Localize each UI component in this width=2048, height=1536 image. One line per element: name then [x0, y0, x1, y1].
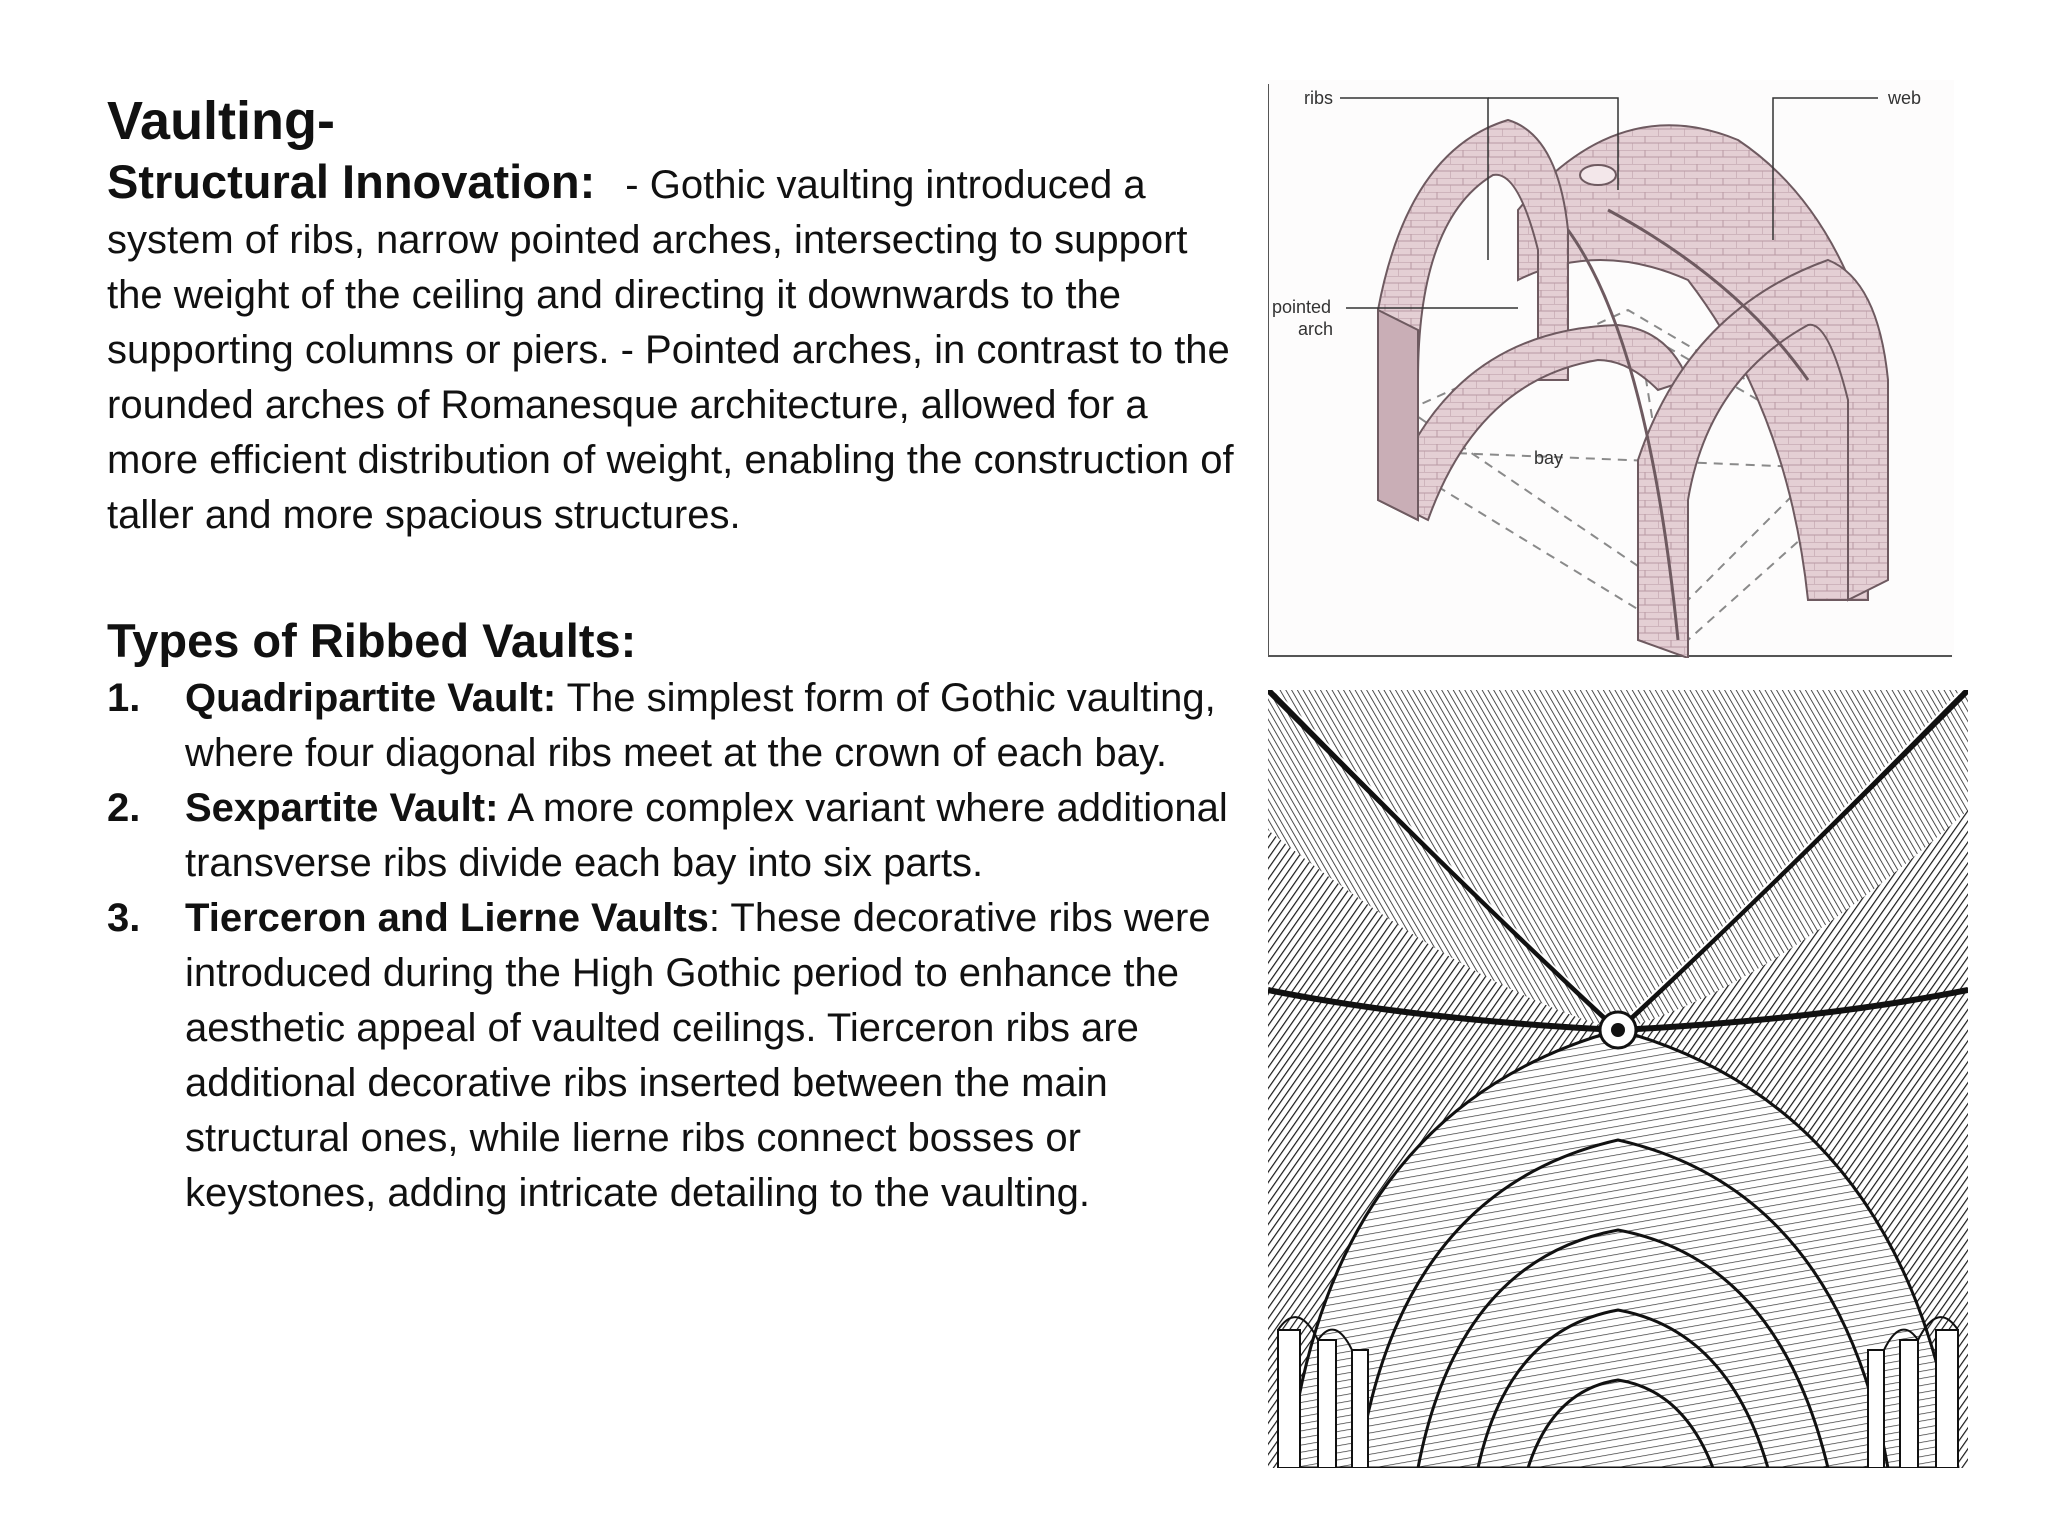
label-web: web [1888, 88, 1922, 108]
vault-term: Sexpartite Vault: [185, 786, 499, 830]
label-pointed: pointed [1272, 297, 1332, 317]
text-column [107, 88, 1237, 1221]
label-arch: arch [1298, 319, 1334, 339]
vault-description: These decorative ribs were introduced during the High Gothic period to enhance the aesthetic appeal of vaulted ceilings. Tierceron ribs are additional decorative ribs inserted between the main structural ones, while lierne ribs connect bosses or keystones, adding intricate detailing to the vaulting. [185, 896, 1211, 1215]
vault-description: The simplest form of Gothic vaulting, where four diagonal ribs meet at the crown of each bay. [185, 676, 1216, 775]
types-heading: Types of Ribbed Vaults: [107, 614, 637, 667]
structural-innovation-paragraph [107, 154, 1237, 543]
vault-term: Tierceron and Lierne Vaults [185, 896, 709, 940]
vault-types-list [107, 671, 1237, 1221]
vault-description: A more complex variant where additional transverse ribs divide each bay into six parts. [185, 786, 1228, 885]
rib-vault-diagram-svg [1268, 80, 1954, 658]
structural-innovation-text: - Gothic vaulting introduced a system of ribs, narrow pointed arches, intersecting to support the weight of the ceiling and directing it downwards to the supporting columns or piers. - Pointed arches, in contrast to the rounded arches of Romanesque architecture, allowed for a more efficient distribution of weight, enabling the construction of taller and more spacious structures. [107, 163, 1234, 537]
vault-term-separator: : [708, 896, 721, 940]
list-item [107, 891, 1237, 1221]
slide-title: Vaulting- [107, 91, 335, 151]
gothic-ceiling-engraving [1268, 690, 1968, 1468]
list-number: 2. [107, 786, 141, 830]
gothic-ceiling-engraving-svg [1268, 690, 1968, 1468]
list-item [107, 671, 1237, 781]
list-item [107, 781, 1237, 891]
label-ribs: ribs [1304, 88, 1334, 108]
list-number: 3. [107, 896, 141, 940]
rib-vault-diagram [1268, 80, 1954, 658]
vault-term: Quadripartite Vault: [185, 676, 557, 720]
list-number: 1. [107, 676, 141, 720]
label-bay: bay [1534, 448, 1564, 468]
structural-innovation-heading: Structural Innovation: [107, 155, 596, 208]
